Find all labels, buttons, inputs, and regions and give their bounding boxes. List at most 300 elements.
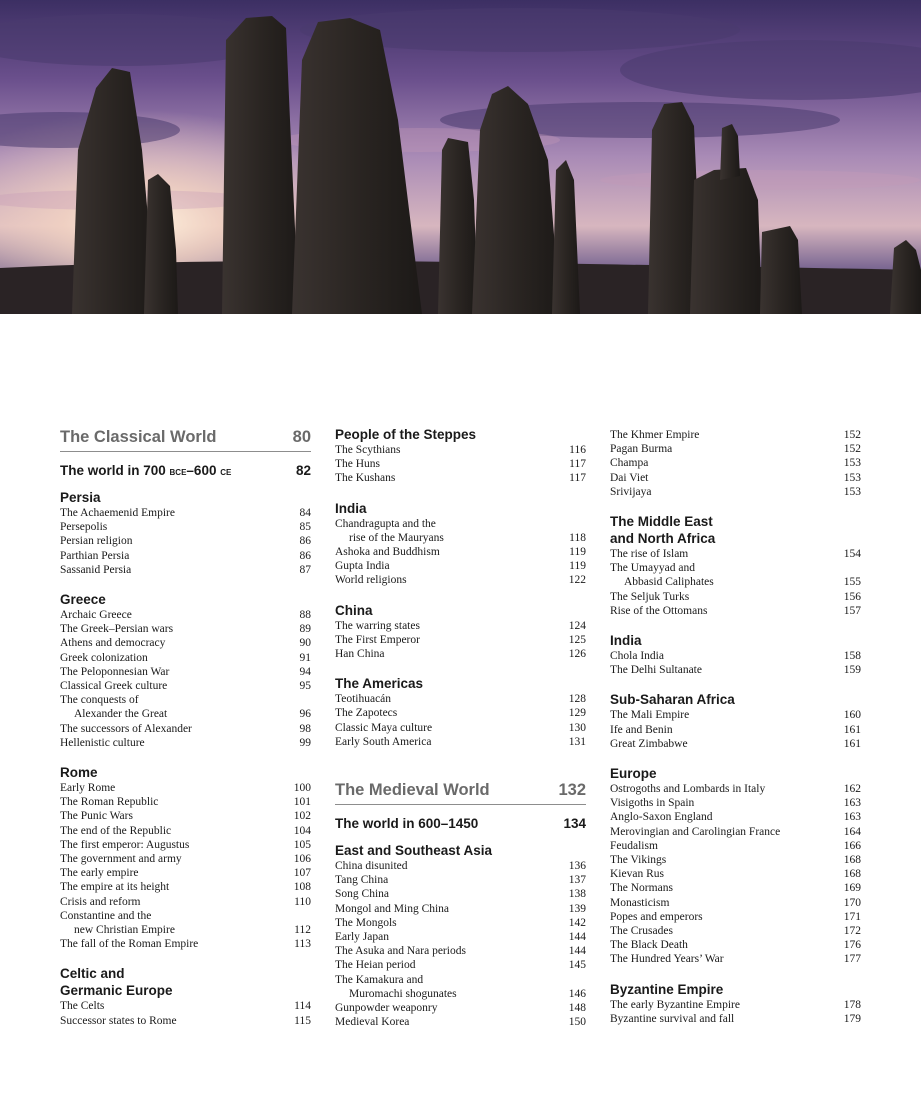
toc-entry[interactable]: [335, 902, 586, 916]
part-page: 80: [292, 428, 311, 446]
entry-title-line: The early empire: [60, 867, 139, 880]
entry-page: 157: [843, 604, 861, 617]
entry-page: 125: [568, 633, 586, 646]
toc-entry[interactable]: [610, 952, 861, 966]
entry-title: [610, 782, 838, 796]
entry-page: 119: [569, 546, 586, 559]
entry-title-line: Byzantine survival and fall: [610, 1012, 735, 1025]
entry-title-line: The fall of the Roman Empire: [60, 938, 199, 951]
entry-page: 102: [293, 810, 311, 823]
toc-entry[interactable]: [335, 873, 586, 887]
toc-entry[interactable]: [610, 839, 861, 853]
toc-entry[interactable]: [60, 506, 311, 520]
toc-entry[interactable]: [60, 880, 311, 894]
entry-title-line: The Mongols: [335, 916, 397, 929]
entry-page: 96: [299, 708, 311, 721]
entry-title-line: Constantine and the: [60, 909, 152, 922]
entry-title-line: The government and army: [60, 853, 182, 866]
toc-entry[interactable]: [610, 485, 861, 499]
toc-entry[interactable]: [60, 534, 311, 548]
entry-title-line: The Kushans: [335, 472, 396, 485]
entry-page: 144: [568, 945, 586, 958]
entry-title-line: Anglo-Saxon England: [610, 811, 713, 824]
section-title: [335, 500, 586, 517]
entry-title-line: World religions: [335, 574, 407, 587]
entry-title-line: Classic Maya culture: [335, 721, 433, 734]
entry-title: [335, 944, 563, 958]
entry-title-line: The Normans: [610, 882, 673, 895]
entry-page: 106: [293, 853, 311, 866]
entry-page: 176: [843, 939, 861, 952]
toc-entry[interactable]: [335, 573, 586, 587]
toc-entry[interactable]: [335, 517, 586, 545]
section-title: [610, 632, 861, 649]
toc-entry[interactable]: [335, 887, 586, 901]
toc-section: [610, 513, 861, 618]
section-title: [60, 489, 311, 506]
entry-title: [610, 910, 838, 924]
entry-title: [60, 795, 288, 809]
toc-entry[interactable]: [335, 471, 586, 485]
toc-entry[interactable]: [610, 428, 861, 442]
entry-title: [610, 952, 838, 966]
toc-entry[interactable]: [610, 561, 861, 589]
entry-title: [60, 651, 294, 665]
toc-entry[interactable]: [60, 824, 311, 838]
entry-page: 128: [568, 693, 586, 706]
section-title: [610, 691, 861, 708]
entry-title-line: Abbasid Caliphates: [624, 576, 714, 589]
entry-page: 115: [294, 1014, 311, 1027]
entry-title-line: Early Rome: [60, 782, 116, 795]
toc-entry[interactable]: [60, 866, 311, 880]
toc-entry[interactable]: [610, 737, 861, 751]
toc-entry[interactable]: [335, 1015, 586, 1029]
entry-page: 84: [299, 507, 311, 519]
entry-title-line: Merovingian and Carolingian France: [610, 825, 781, 838]
toc-entry[interactable]: [610, 881, 861, 895]
entry-page: 164: [843, 825, 861, 838]
entry-title: [60, 1014, 288, 1028]
entry-title-line: Classical Greek culture: [60, 680, 168, 693]
entry-title: [610, 456, 838, 470]
entry-title: [60, 520, 294, 534]
entry-title-line: The Khmer Empire: [610, 429, 700, 441]
entry-title-line: Visigoths in Spain: [610, 797, 695, 810]
entry-title: [335, 545, 563, 559]
overview-title: The world in 700 bce–600 ce: [60, 463, 232, 478]
entry-title: [335, 973, 563, 1001]
entry-page: 152: [843, 443, 861, 456]
entry-title-line: The Crusades: [610, 925, 673, 938]
entry-title-line: The Punic Wars: [60, 810, 133, 823]
entry-title: [610, 839, 838, 853]
toc-entry[interactable]: [610, 998, 861, 1012]
entry-title-line: The empire at its height: [60, 881, 170, 894]
toc-entry[interactable]: [610, 471, 861, 485]
entry-title-line: Han China: [335, 648, 385, 661]
entry-title-line: The conquests of: [60, 694, 139, 707]
toc-entry[interactable]: [60, 937, 311, 951]
toc-entry[interactable]: [60, 679, 311, 693]
section-title-line: Sub-Saharan Africa: [610, 692, 735, 708]
entry-page: 108: [293, 881, 311, 894]
toc-entry[interactable]: [610, 590, 861, 604]
toc-entry[interactable]: [610, 853, 861, 867]
part-title: The Medieval World: [335, 781, 490, 800]
entry-title-line: The Scythians: [335, 444, 401, 456]
entry-title: [335, 692, 563, 706]
toc-entry[interactable]: [335, 944, 586, 958]
section-title-line: Celtic and: [60, 966, 125, 982]
toc-entry[interactable]: [335, 916, 586, 930]
toc-entry[interactable]: [335, 443, 586, 457]
toc-entry[interactable]: [60, 636, 311, 650]
entry-title: [60, 880, 288, 894]
toc-entry[interactable]: [60, 622, 311, 636]
entry-page: 160: [843, 709, 861, 722]
entry-title-line: The Vikings: [610, 854, 667, 867]
entry-page: 86: [299, 535, 311, 548]
toc-entry[interactable]: [335, 619, 586, 633]
part-heading: [335, 779, 586, 801]
entry-page: 168: [843, 854, 861, 867]
toc-entry[interactable]: [335, 958, 586, 972]
entry-title: [60, 866, 288, 880]
entry-page: 110: [294, 895, 311, 908]
toc-entry[interactable]: [335, 633, 586, 647]
toc-entry[interactable]: [60, 999, 311, 1013]
entry-title-line: The Roman Republic: [60, 796, 159, 809]
entry-page: 161: [843, 737, 861, 750]
entry-title-line: The Hundred Years’ War: [610, 953, 724, 966]
toc-section: [60, 965, 311, 1027]
toc-entry[interactable]: [610, 442, 861, 456]
entry-title: [610, 810, 838, 824]
section-title: [335, 842, 586, 859]
toc-entry[interactable]: [610, 1012, 861, 1026]
entry-title: [60, 809, 288, 823]
entry-page: 170: [843, 896, 861, 909]
toc-entry[interactable]: [610, 456, 861, 470]
toc-entry[interactable]: [335, 735, 586, 749]
entry-title: [60, 679, 294, 693]
entry-title: [610, 485, 838, 499]
overview-entry: [335, 814, 586, 834]
entry-title-line: Rise of the Ottomans: [610, 604, 708, 617]
entry-page: 150: [568, 1016, 586, 1029]
entry-page: 119: [569, 560, 586, 573]
entry-title-line: Early South America: [335, 735, 432, 748]
entry-title: [610, 896, 838, 910]
section-title: [335, 602, 586, 619]
toc-entry[interactable]: [610, 547, 861, 561]
toc-section: [335, 602, 586, 662]
entry-page: 155: [843, 576, 861, 589]
entry-page: 146: [568, 987, 586, 1000]
entry-title-line: Hellenistic culture: [60, 736, 145, 749]
toc-section: [60, 764, 311, 951]
toc-entry[interactable]: [60, 1014, 311, 1028]
entry-title: [610, 604, 838, 618]
toc-section: [610, 765, 861, 967]
entry-title-line: Persepolis: [60, 521, 108, 534]
entry-title: [60, 781, 288, 795]
toc-column-2: [335, 426, 586, 1029]
entry-title: [610, 428, 838, 442]
entry-title: [335, 873, 563, 887]
entry-title: [335, 559, 563, 573]
entry-title: [335, 1015, 563, 1029]
entry-title-line: The Kamakura and: [335, 973, 424, 986]
entry-title-line: Monasticism: [610, 896, 670, 909]
entry-page: 100: [293, 782, 311, 795]
entry-title: [335, 573, 563, 587]
entry-page: 178: [843, 998, 861, 1011]
entry-page: 107: [293, 867, 311, 880]
entry-title-line: Song China: [335, 888, 389, 901]
entry-title-line: Gunpowder weaponry: [335, 1002, 438, 1015]
entry-page: 163: [843, 811, 861, 824]
entry-title: [60, 838, 288, 852]
entry-title-line: Chandragupta and the: [335, 517, 436, 530]
toc-entry[interactable]: [610, 796, 861, 810]
entry-title: [60, 999, 288, 1013]
part-rule: [335, 804, 586, 805]
entry-title-line: The Seljuk Turks: [610, 590, 690, 603]
toc-entry[interactable]: [60, 563, 311, 577]
entry-page: 117: [569, 458, 586, 471]
entry-title-line: Feudalism: [610, 839, 658, 852]
entry-page: 171: [843, 910, 861, 923]
toc-entry[interactable]: [60, 651, 311, 665]
entry-title-line: Kievan Rus: [610, 868, 664, 881]
entry-page: 177: [843, 953, 861, 966]
toc-entry[interactable]: [610, 663, 861, 677]
toc-entry[interactable]: [335, 721, 586, 735]
toc-entry[interactable]: [60, 736, 311, 750]
toc-section: [335, 426, 586, 486]
entry-page: 148: [568, 1002, 586, 1015]
entry-title: [335, 887, 563, 901]
entry-title: [335, 457, 563, 471]
entry-page: 162: [843, 783, 861, 796]
toc-entry[interactable]: [610, 649, 861, 663]
entry-title-line: The Peloponnesian War: [60, 665, 170, 678]
entry-title: [610, 867, 838, 881]
section-title-line: China: [335, 602, 373, 618]
entry-title: [60, 824, 288, 838]
entry-page: 166: [843, 839, 861, 852]
section-title: [610, 981, 861, 998]
entry-page: 159: [843, 664, 861, 677]
entry-title: [610, 723, 838, 737]
entry-title-line: The Heian period: [335, 959, 416, 972]
toc-entry[interactable]: [60, 809, 311, 823]
toc-entry[interactable]: [610, 896, 861, 910]
section-title-line: Greece: [60, 592, 106, 608]
entry-title-line: The Mali Empire: [610, 709, 690, 722]
part-heading: [60, 426, 311, 448]
entry-page: 101: [293, 796, 311, 809]
section-title-line: East and Southeast Asia: [335, 843, 493, 859]
toc-section: [335, 842, 586, 1029]
toc-entry[interactable]: [610, 810, 861, 824]
entry-title: [335, 735, 563, 749]
entry-title-line: The Delhi Sultanate: [610, 664, 702, 677]
entry-page: 145: [568, 959, 586, 972]
entry-title-line: Pagan Burma: [610, 443, 673, 456]
toc-entry[interactable]: [60, 520, 311, 534]
toc-entry[interactable]: [60, 608, 311, 622]
entry-title: [60, 534, 294, 548]
toc-entry[interactable]: [335, 559, 586, 573]
entry-title: [335, 619, 563, 633]
entry-page: 138: [568, 888, 586, 901]
toc-entry[interactable]: [60, 838, 311, 852]
entry-title-line: The Umayyad and: [610, 562, 695, 575]
entry-title: [60, 693, 294, 721]
section-title-line: Germanic Europe: [60, 983, 173, 999]
toc-entry[interactable]: [335, 457, 586, 471]
section-title: [335, 426, 586, 443]
entry-title-line: The successors of Alexander: [60, 722, 192, 735]
entry-page: 85: [299, 521, 311, 534]
entry-page: 86: [299, 549, 311, 562]
toc-section: [60, 489, 311, 577]
entry-title-line: Teotihuacán: [335, 693, 392, 706]
section-title-line: Byzantine Empire: [610, 981, 724, 997]
entry-title: [60, 736, 294, 750]
entry-title: [610, 1012, 838, 1026]
entry-title: [60, 608, 294, 622]
entry-title: [610, 649, 838, 663]
entry-title-line: The Greek–Persian wars: [60, 623, 174, 636]
entry-title-line: The warring states: [335, 619, 420, 632]
entry-page: 90: [299, 637, 311, 650]
toc-entry[interactable]: [610, 910, 861, 924]
toc-entry[interactable]: [610, 782, 861, 796]
toc-entry[interactable]: [610, 825, 861, 839]
entry-title-line: Tang China: [335, 874, 389, 887]
section-title: [610, 513, 861, 547]
toc-entry[interactable]: [335, 706, 586, 720]
entry-page: 124: [568, 619, 586, 632]
toc-entry[interactable]: [335, 647, 586, 661]
toc-entry[interactable]: [60, 909, 311, 937]
entry-page: 137: [568, 874, 586, 887]
entry-page: 88: [299, 609, 311, 622]
entry-title: [610, 796, 838, 810]
entry-page: 104: [293, 824, 311, 837]
toc-section: [610, 428, 861, 499]
entry-title: [60, 895, 288, 909]
toc-entry[interactable]: [610, 867, 861, 881]
entry-title-line: Sassanid Persia: [60, 563, 132, 576]
entry-title: [610, 938, 838, 952]
toc-entry[interactable]: [610, 708, 861, 722]
toc-section: [610, 691, 861, 751]
entry-title: [335, 721, 563, 735]
section-title-line: The Americas: [335, 676, 424, 692]
entry-title: [60, 636, 294, 650]
entry-title-line: The end of the Republic: [60, 824, 172, 837]
entry-title: [610, 471, 838, 485]
toc-entry[interactable]: [60, 895, 311, 909]
entry-page: 113: [294, 938, 311, 951]
entry-title: [335, 916, 563, 930]
entry-title: [60, 909, 288, 937]
toc-entry[interactable]: [60, 722, 311, 736]
entry-title-line: Champa: [610, 457, 649, 470]
entry-page: 142: [568, 916, 586, 929]
entry-title: [335, 958, 563, 972]
entry-title-line: The Black Death: [610, 939, 688, 952]
entry-title-line: rise of the Mauryans: [349, 531, 444, 544]
entry-title-line: Popes and emperors: [610, 910, 703, 923]
entry-title: [610, 924, 838, 938]
toc-column-3: [610, 428, 861, 1026]
entry-page: 152: [843, 429, 861, 441]
toc-entry[interactable]: [610, 723, 861, 737]
toc-entry[interactable]: [60, 693, 311, 721]
entry-page: 95: [299, 680, 311, 693]
toc-entry[interactable]: [610, 938, 861, 952]
entry-page: 158: [843, 650, 861, 663]
toc-entry[interactable]: [60, 852, 311, 866]
entry-title-line: The Achaemenid Empire: [60, 507, 175, 519]
entry-page: 105: [293, 838, 311, 851]
toc-entry[interactable]: [335, 545, 586, 559]
toc-entry[interactable]: [60, 781, 311, 795]
section-title-line: The Middle East: [610, 514, 713, 530]
entry-title: [610, 708, 838, 722]
entry-title-line: Alexander the Great: [74, 708, 168, 721]
entry-page: 168: [843, 868, 861, 881]
entry-page: 153: [843, 471, 861, 484]
toc-entry[interactable]: [610, 924, 861, 938]
entry-page: 99: [299, 736, 311, 749]
part-title: The Classical World: [60, 428, 217, 446]
entry-page: 144: [568, 931, 586, 944]
toc-entry[interactable]: [60, 665, 311, 679]
toc-entry[interactable]: [60, 549, 311, 563]
toc-entry[interactable]: [335, 930, 586, 944]
entry-title-line: Gupta India: [335, 560, 390, 573]
toc-entry[interactable]: [335, 692, 586, 706]
entry-title-line: Srivijaya: [610, 485, 652, 498]
entry-title-line: Archaic Greece: [60, 609, 132, 622]
entry-page: 156: [843, 590, 861, 603]
toc-section: [610, 632, 861, 677]
entry-page: 89: [299, 623, 311, 636]
toc-entry[interactable]: [60, 795, 311, 809]
entry-title-line: The Huns: [335, 458, 381, 471]
toc-entry[interactable]: [610, 604, 861, 618]
entry-title: [60, 549, 294, 563]
section-title-line: Rome: [60, 765, 98, 781]
toc-entry[interactable]: [335, 973, 586, 1001]
entry-title-line: The Asuka and Nara periods: [335, 945, 466, 958]
entry-title: [335, 1001, 563, 1015]
entry-page: 169: [843, 882, 861, 895]
toc-entry[interactable]: [335, 1001, 586, 1015]
entry-title: [335, 859, 563, 873]
toc-entry[interactable]: [335, 859, 586, 873]
toc-section: [335, 675, 586, 749]
entry-page: 154: [843, 548, 861, 561]
entry-title: [60, 665, 294, 679]
